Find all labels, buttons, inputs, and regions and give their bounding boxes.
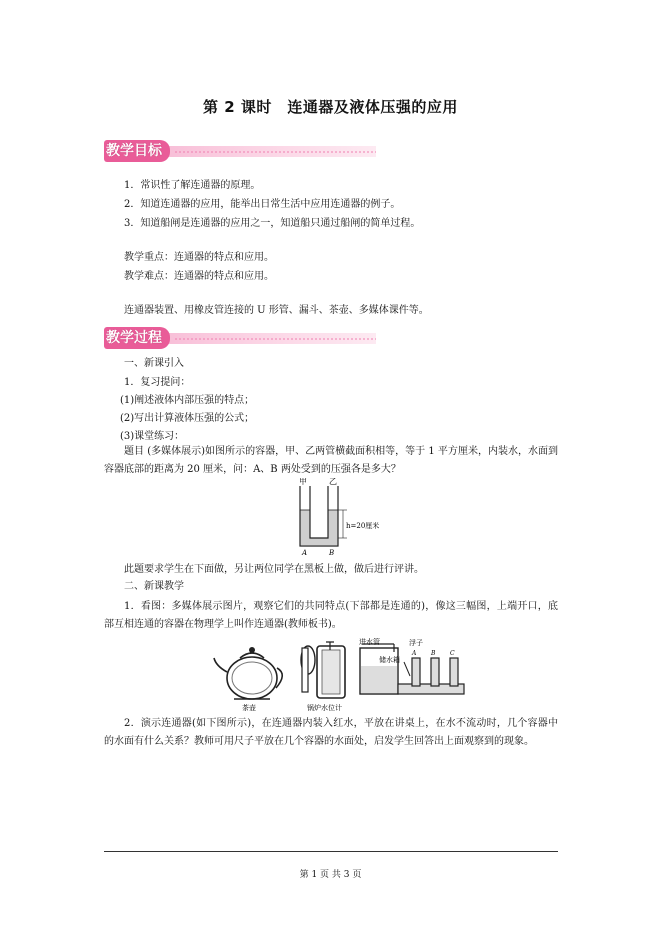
goal-item: 3．知道船闸是连通器的应用之一，知道船只通过船闸的简单过程。 [124,218,421,229]
list-item: 1．复习提问： [124,377,191,388]
label-b: B [431,650,436,657]
goal-item: 1．常识性了解连通器的原理。 [124,180,261,191]
list-item: (1)阐述液体内部压强的特点； [120,395,255,406]
paragraph: 1．看图：多媒体展示图片，观察它们的共同特点(下部都是连通的)，像这三幅图，上端开口，底部互相连通的容器在物理学上叫作连通器(教师板书)。 [104,601,558,630]
difficult-point: 教学难点：连通器的特点和应用。 [124,271,274,282]
problem-text: 题目 (多媒体展示)如图所示的容器，甲、乙两管横截面积相等，等于 1 平方厘米，内装水，水面到容器底部的距离为 20 厘米，问：A、B 两处受到的压强各是多大？ [104,446,558,475]
page-title: 第 2 课时 连通器及液体压强的应用 [203,98,458,116]
section-heading: 教学过程 [104,327,170,349]
connected-vessels-figure [212,636,470,712]
teapot-label: 茶壶 [242,704,256,712]
label-a: A [412,650,417,657]
section-banner-process [104,327,376,349]
label-jia: 甲 [299,478,307,486]
label-b: B [329,549,335,557]
label-a: A [302,549,308,557]
inlet-label: 进水管 [359,638,380,646]
paragraph: 此题要求学生在下面做，另让两位同学在黑板上做，做后进行评讲。 [124,564,424,575]
teapot-icon [214,647,282,699]
section-heading: 教学目标 [104,140,170,162]
label-c: C [450,650,455,657]
float-label: 浮子 [409,639,423,647]
page-number: 第 1 页 共 3 页 [299,870,362,880]
tank-label: 储水箱 [379,656,400,664]
boiler-gauge-icon [301,642,345,698]
u-tube-figure [285,478,405,558]
key-point: 教学重点：连通器的特点和应用。 [124,252,274,263]
subheading: 二、新课教学 [124,581,184,592]
list-item: (3)课堂练习： [120,431,185,442]
paragraph: 2．演示连通器(如下图所示)，在连通器内装入红水，平放在讲桌上，在水不流动时，几个容器中的水面有什么关系？教师可用尺子平放在几个容器的水面处，启发学生回答出上面观察到的现象。 [104,718,558,747]
materials: 连通器装置、用橡皮管连接的 U 形管、漏斗、茶壶、多媒体课件等。 [124,305,429,316]
boiler-label: 锅炉水位计 [307,704,342,712]
list-item: (2)写出计算液体压强的公式； [120,413,255,424]
label-h: h=20厘米 [346,522,380,530]
subheading: 一、新课引入 [124,358,184,369]
footer-divider [104,851,558,852]
label-yi: 乙 [329,478,337,486]
goal-item: 2．知道连通器的应用，能举出日常生活中应用连通器的例子。 [124,199,401,210]
section-banner-goals [104,140,376,162]
